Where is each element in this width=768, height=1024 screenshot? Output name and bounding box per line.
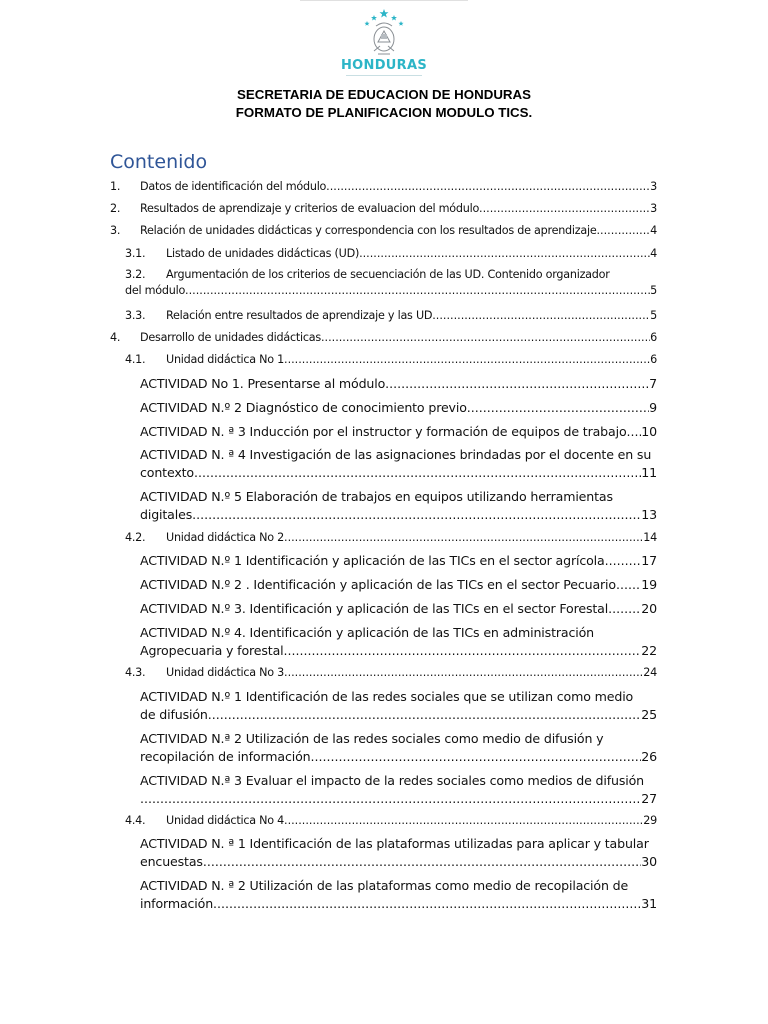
toc-entry-text: Unidad didáctica No 2 bbox=[166, 531, 285, 544]
toc-entry-text-continued: Agropecuaria y forestal bbox=[140, 643, 284, 658]
toc-entry-page: 6 bbox=[650, 353, 657, 366]
toc-leader-dots bbox=[203, 854, 641, 869]
toc-entry[interactable] bbox=[125, 268, 657, 297]
toc-entry-page: 6 bbox=[650, 331, 657, 344]
toc-entry-page: 26 bbox=[641, 749, 657, 764]
toc-entry-page: 27 bbox=[641, 791, 657, 806]
toc-entry-number: 1. bbox=[110, 180, 121, 193]
toc-entry-text: ACTIVIDAD N.º 2 Diagnóstico de conocimiento previo bbox=[140, 400, 467, 415]
toc-entry-text-continued: digitales bbox=[140, 507, 193, 522]
toc-entry[interactable] bbox=[125, 814, 657, 827]
toc-leader-dots bbox=[616, 577, 641, 592]
toc-entry-number: 4.3. bbox=[125, 666, 146, 679]
toc-entry-page: 7 bbox=[649, 376, 657, 391]
toc-leader-dots bbox=[479, 202, 650, 215]
toc-leader-dots bbox=[284, 353, 650, 366]
toc-entry-text: ACTIVIDAD N. ª 2 Utilización de las plataformas como medio de recopilación de bbox=[140, 878, 629, 893]
toc-entry[interactable] bbox=[140, 625, 657, 658]
toc-entry[interactable] bbox=[125, 353, 657, 366]
toc-leader-dots bbox=[213, 896, 641, 911]
toc-leader-dots bbox=[321, 331, 650, 344]
toc-entry[interactable] bbox=[140, 836, 657, 869]
toc-entry-text: ACTIVIDAD N.º 1 Identificación y aplicación de las TICs en el sector agrícola bbox=[140, 553, 605, 568]
toc-entry-page: 14 bbox=[643, 531, 657, 544]
toc-entry-number: 3. bbox=[110, 224, 121, 237]
toc-entry-text: ACTIVIDAD N.ª 3 Evaluar el impacto de la redes sociales como medios de difusión bbox=[140, 773, 644, 788]
toc-entry-number: 4.4. bbox=[125, 814, 146, 827]
toc-entry-text: ACTIVIDAD N.º 4. Identificación y aplicación de las TICs en administración bbox=[140, 625, 594, 640]
toc-entry-page: 11 bbox=[641, 465, 657, 480]
coat-of-arms-icon bbox=[354, 6, 414, 58]
toc-leader-dots bbox=[432, 309, 650, 322]
toc-entry-text: Unidad didáctica No 1 bbox=[166, 353, 285, 366]
toc-entry[interactable] bbox=[125, 666, 657, 679]
toc-entry-text: Datos de identificación del módulo bbox=[140, 180, 327, 193]
toc-entry-text: ACTIVIDAD N.ª 2 Utilización de las redes sociales como medio de difusión y bbox=[140, 731, 604, 746]
toc-entry[interactable] bbox=[140, 376, 657, 391]
toc-leader-dots bbox=[194, 465, 641, 480]
toc-entry-page: 30 bbox=[641, 854, 657, 869]
toc-entry-page: 24 bbox=[643, 666, 657, 679]
toc-entry[interactable] bbox=[140, 489, 657, 522]
toc-entry-text-continued: encuestas bbox=[140, 854, 203, 869]
toc-entry[interactable] bbox=[125, 309, 657, 322]
toc-leader-dots bbox=[185, 284, 650, 297]
toc-entry-text: ACTIVIDAD N.º 1 Identificación de las redes sociales que se utilizan como medio bbox=[140, 689, 634, 704]
toc-entry-text: Listado de unidades didácticas (UD) bbox=[166, 247, 360, 260]
toc-entry-number: 4.2. bbox=[125, 531, 146, 544]
toc-entry[interactable] bbox=[125, 531, 657, 544]
logo-underline bbox=[346, 75, 422, 76]
toc-entry-text: Resultados de aprendizaje y criterios de evaluacion del módulo bbox=[140, 202, 480, 215]
toc-entry[interactable] bbox=[140, 731, 657, 764]
toc-entry[interactable] bbox=[140, 773, 657, 806]
toc-heading: Contenido bbox=[110, 151, 208, 173]
toc-entry-text: Relación de unidades didácticas y correspondencia con los resultados de aprendizaje bbox=[140, 224, 597, 237]
toc-entry-text: ACTIVIDAD No 1. Presentarse al módulo bbox=[140, 376, 386, 391]
toc-entry-page: 3 bbox=[650, 202, 657, 215]
toc-entry-number: 3.2. bbox=[125, 268, 146, 281]
toc-entry-text: Argumentación de los criterios de secuenciación de las UD. Contenido organizador bbox=[166, 268, 610, 281]
document-title-line2: FORMATO DE PLANIFICACION MODULO TICS. bbox=[235, 105, 533, 120]
toc-entry-page: 4 bbox=[650, 224, 657, 237]
toc-entry-text: Unidad didáctica No 4 bbox=[166, 814, 285, 827]
toc-entry-text-continued: de difusión bbox=[140, 707, 208, 722]
toc-entry-page: 5 bbox=[650, 309, 657, 322]
toc-entry-number: 4. bbox=[110, 331, 121, 344]
toc-entry-page: 10 bbox=[641, 424, 657, 439]
toc-leader-dots bbox=[284, 643, 642, 658]
toc-leader-dots bbox=[310, 749, 641, 764]
toc-entry[interactable] bbox=[110, 180, 657, 193]
logo-wordmark: HONDURAS bbox=[341, 58, 427, 73]
toc-entry[interactable] bbox=[140, 424, 657, 439]
toc-entry-page: 13 bbox=[641, 507, 657, 522]
header-divider bbox=[300, 0, 468, 1]
toc-entry-number: 2. bbox=[110, 202, 121, 215]
toc-entry-text-continued: información bbox=[140, 896, 214, 911]
toc-leader-dots bbox=[284, 666, 643, 679]
toc-entry[interactable] bbox=[140, 400, 657, 415]
toc-entry-text-continued: del módulo bbox=[125, 284, 186, 297]
toc-entry-text-continued: recopilación de información bbox=[140, 749, 311, 764]
toc-entry-text: Desarrollo de unidades didácticas bbox=[140, 331, 321, 344]
toc-entry-page: 29 bbox=[643, 814, 657, 827]
toc-entry-number: 3.1. bbox=[125, 247, 146, 260]
toc-entry-page: 9 bbox=[649, 400, 657, 415]
document-title-line1: SECRETARIA DE EDUCACION DE HONDURAS bbox=[236, 87, 532, 102]
toc-entry[interactable] bbox=[140, 689, 657, 722]
toc-entry-page: 19 bbox=[641, 577, 657, 592]
toc-entry-page: 3 bbox=[650, 180, 657, 193]
toc-leader-dots bbox=[627, 424, 642, 439]
toc-leader-dots bbox=[284, 531, 643, 544]
toc-entry-number: 4.1. bbox=[125, 353, 146, 366]
toc-entry[interactable] bbox=[140, 878, 657, 911]
toc-entry-text: Unidad didáctica No 3 bbox=[166, 666, 285, 679]
toc-entry-number: 3.3. bbox=[125, 309, 146, 322]
toc-entry[interactable] bbox=[110, 224, 657, 237]
toc-leader-dots bbox=[385, 376, 649, 391]
toc-entry[interactable] bbox=[140, 577, 657, 592]
toc-entry-page: 5 bbox=[650, 284, 657, 297]
toc-entry[interactable] bbox=[140, 447, 657, 480]
toc-leader-dots bbox=[596, 224, 650, 237]
toc-entry-page: 22 bbox=[641, 643, 657, 658]
toc-leader-dots bbox=[284, 814, 643, 827]
toc-entry-page: 20 bbox=[641, 601, 657, 616]
toc-leader-dots bbox=[605, 553, 642, 568]
toc-entry-text: ACTIVIDAD N.º 5 Elaboración de trabajos en equipos utilizando herramientas bbox=[140, 489, 613, 504]
toc-leader-dots bbox=[208, 707, 642, 722]
toc-entry-text: ACTIVIDAD N. ª 4 Investigación de las asignaciones brindadas por el docente en su bbox=[140, 447, 652, 462]
toc-entry-page: 31 bbox=[641, 896, 657, 911]
toc-entry-text: ACTIVIDAD N.º 2 . Identificación y aplicación de las TICs en el sector Pecuario bbox=[140, 577, 616, 592]
toc-leader-dots bbox=[192, 507, 641, 522]
toc-entry-text: ACTIVIDAD N. ª 1 Identificación de las plataformas utilizadas para aplicar y tabular bbox=[140, 836, 649, 851]
toc-leader-dots bbox=[467, 400, 649, 415]
toc-entry[interactable] bbox=[125, 247, 657, 260]
toc-entry[interactable] bbox=[110, 202, 657, 215]
toc-entry[interactable] bbox=[110, 331, 657, 344]
toc-entry-page: 4 bbox=[650, 247, 657, 260]
honduras-logo bbox=[300, 0, 468, 86]
toc-entry-page: 25 bbox=[641, 707, 657, 722]
toc-entry-text-continued: contexto bbox=[140, 465, 194, 480]
toc-leader-dots bbox=[140, 791, 641, 806]
toc-entry-text: ACTIVIDAD N.º 3. Identificación y aplicación de las TICs en el sector Forestal bbox=[140, 601, 609, 616]
toc-entry[interactable] bbox=[140, 601, 657, 616]
toc-leader-dots bbox=[359, 247, 650, 260]
toc-leader-dots bbox=[326, 180, 650, 193]
toc-entry-text: Relación entre resultados de aprendizaje y las UD bbox=[166, 309, 433, 322]
toc-entry-text: ACTIVIDAD N. ª 3 Inducción por el instructor y formación de equipos de trabajo bbox=[140, 424, 627, 439]
toc-entry-page: 17 bbox=[641, 553, 657, 568]
toc-entry[interactable] bbox=[140, 553, 657, 568]
toc-leader-dots bbox=[608, 601, 641, 616]
